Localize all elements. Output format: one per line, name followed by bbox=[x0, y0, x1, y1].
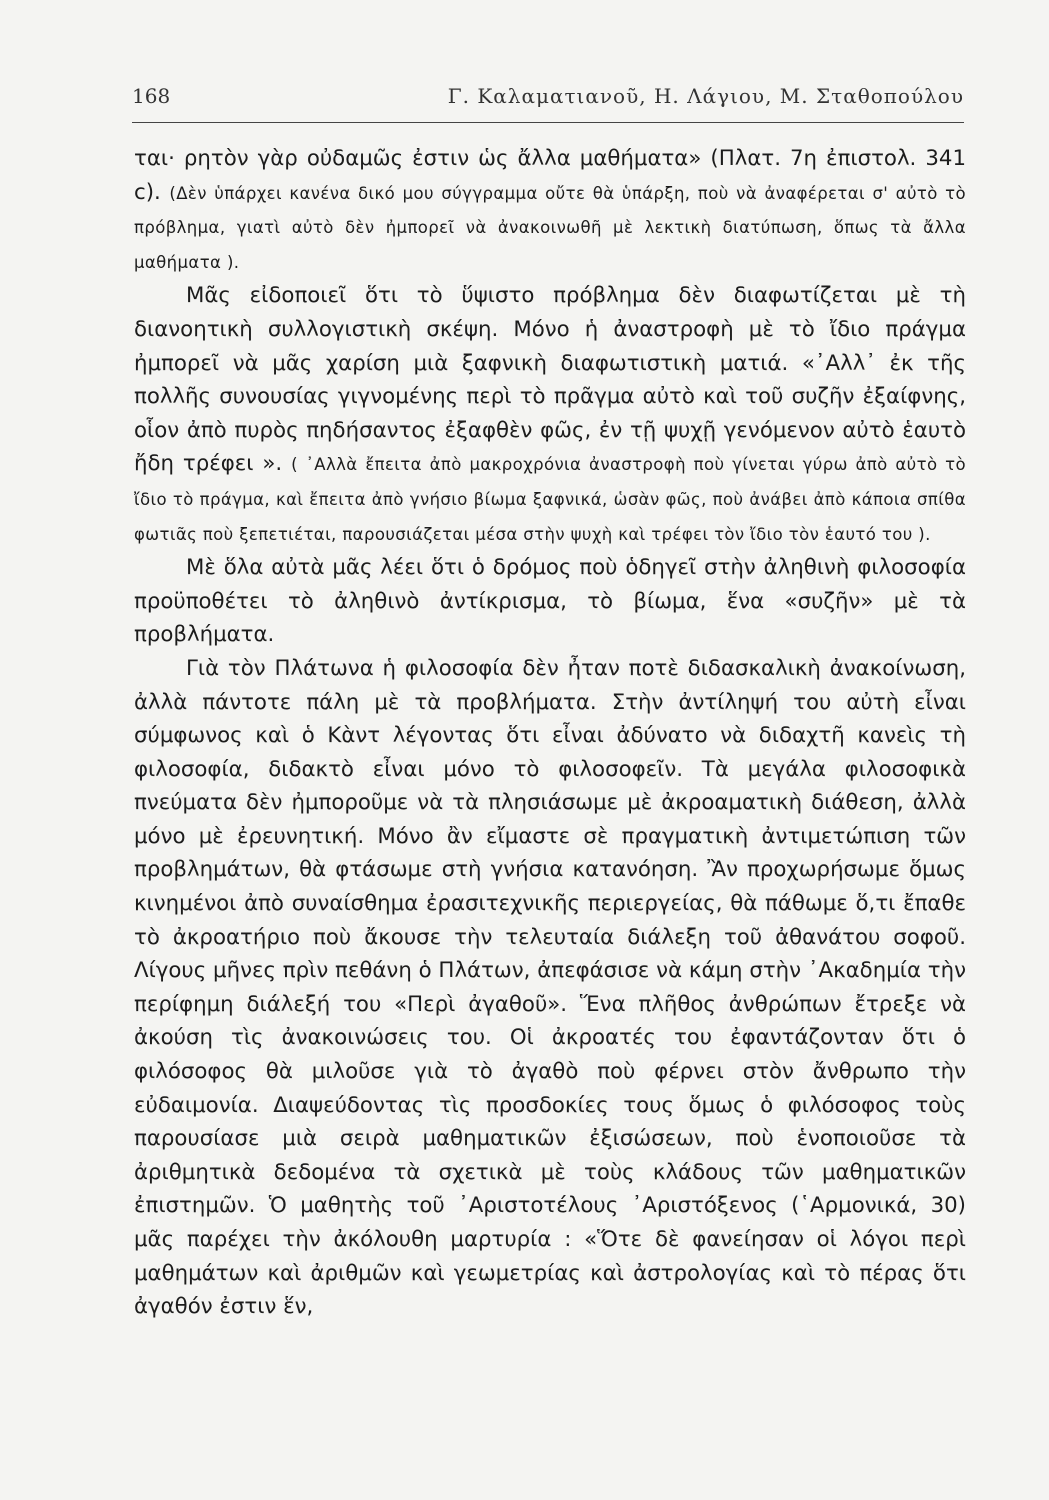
header-authors: Γ. Καλαματιανοῦ, Η. Λάγιου, Μ. Σταθοπούλου bbox=[447, 84, 964, 108]
paragraph-4 bbox=[134, 652, 966, 1324]
paragraph-1 bbox=[134, 142, 966, 279]
paragraph-2-text: Μᾶς εἰδοποιεῖ ὅτι τὸ ὕψιστο πρόβλημα δὲν διαφωτίζεται μὲ τὴ διανοητικὴ συλλογιστικὴ σκέψη. Μόνο ἡ ἀναστροφὴ μὲ τὸ ἴδιο πράγμα ἠμπορεῖ νὰ μᾶς χαρίση μιὰ ξαφνικὴ διαφωτιστικὴ ματιά. «᾿Αλλ᾿ ἐκ τῆς πολλῆς συνουσίας γιγνομένης περὶ τὸ πρᾶγμα αὐτὸ καὶ τοῦ συζῆν ἐξαίφνης, οἷον ἀπὸ πυρὸς πηδήσαντος ἐξαφθὲν φῶς, ἐν τῇ ψυχῇ γενόμενον αὐτὸ ἑαυτὸ ἤδη τρέφει ». bbox=[134, 283, 966, 477]
page-number: 168 bbox=[132, 84, 171, 108]
body-text bbox=[134, 142, 966, 1324]
paragraph-3-text: Μὲ ὅλα αὐτὰ μᾶς λέει ὅτι ὁ δρόμος ποὺ ὁδηγεῖ στὴν ἀληθινὴ φιλοσοφία προϋποθέτει τὸ ἀληθινὸ ἀντίκρισμα, τὸ βίωμα, ἕνα «συζῆν» μὲ τὰ προβλήματα. bbox=[134, 555, 966, 648]
header-rule bbox=[132, 122, 964, 123]
paragraph-1-translation: (Δὲν ὑπάρχει κανένα δικό μου σύγγραμμα οὔτε θὰ ὑπάρξη, ποὺ νὰ ἀναφέρεται σ' αὐτὸ τὸ πρόβλημα, γιατὶ αὐτὸ δὲν ἠμπορεῖ νὰ ἀνακοινωθῆ μὲ λεκτικὴ διατύπωση, ὅπως τὰ ἄλλα μαθήματα ). bbox=[134, 183, 966, 272]
paragraph-1-text: ται· ρητὸν γὰρ οὐδαμῶς ἐστιν ὡς ἄλλα μαθήματα» (Πλατ. 7η ἐπιστολ. 341 c). bbox=[134, 146, 966, 205]
paragraph-2-translation: ( ᾿Αλλὰ ἔπειτα ἀπὸ μακροχρόνια ἀναστροφὴ ποὺ γίνεται γύρω ἀπὸ αὐτὸ τὸ ἴδιο τὸ πράγμα, καὶ ἔπειτα ἀπὸ γνήσιο βίωμα ξαφνικά, ὡσὰν φῶς, ποὺ ἀνάβει ἀπὸ κάποια σπίθα φωτιᾶς ποὺ ξεπετιέται, παρουσιάζεται μέσα στὴν ψυχὴ καὶ τρέφει τὸν ἴδιο τὸν ἑαυτό του ). bbox=[134, 455, 967, 544]
paragraph-2 bbox=[134, 279, 966, 551]
paragraph-3 bbox=[134, 551, 966, 652]
paragraph-4-text: Γιὰ τὸν Πλάτωνα ἡ φιλοσοφία δὲν ἦταν ποτὲ διδασκαλικὴ ἀνακοίνωση, ἀλλὰ πάντοτε πάλη μὲ τὰ προβλήματα. Στὴν ἀντίληψή του αὐτὴ εἶναι σύμφωνος καὶ ὁ Κὰντ λέγοντας ὅτι εἶναι ἀδύνατο νὰ διδαχτῆ κανεὶς τὴ φιλοσοφία, διδακτὸ εἶναι μόνο τὸ φιλοσοφεῖν. Τὰ μεγάλα φιλοσοφικὰ πνεύματα δὲν ἠμποροῦμε νὰ τὰ πλησιάσωμε μὲ ἀκροαματικὴ διάθεση, ἀλλὰ μόνο μὲ ἐρευνητική. Μόνο ἂν εἴμαστε σὲ πραγματικὴ ἀντιμετώπιση τῶν προβλημάτων, θὰ φτάσωμε στὴ γνήσια κατανόηση. Ἂν προχωρήσωμε ὅμως κινημένοι ἀπὸ συναίσθημα ἐρασιτεχνικῆς περιεργείας, θὰ πάθωμε ὅ,τι ἔπαθε τὸ ἀκροατήριο ποὺ ἄκουσε τὴν τελευταία διάλεξη τοῦ ἀθανάτου σοφοῦ. Λίγους μῆνες πρὶν πεθάνη ὁ Πλάτων, ἀπεφάσισε νὰ κάμη στὴν ᾿Ακαδημία τὴν περίφημη διάλεξή του «Περὶ ἀγαθοῦ». Ἕνα πλῆθος ἀνθρώπων ἔτρεξε νὰ ἀκούση τὶς ἀνακοινώσεις του. Οἱ ἀκροατές του ἐφαντάζονταν ὅτι ὁ φιλόσοφος θὰ μιλοῦσε γιὰ τὸ ἀγαθὸ ποὺ φέρνει στὸν ἄνθρωπο τὴν εὐδαιμονία. Διαψεύδοντας τὶς προσδοκίες τους ὅμως ὁ φιλόσοφος τοὺς παρουσίασε μιὰ σειρὰ μαθηματικῶν ἐξισώσεων, ποὺ ἑνοποιοῦσε τὰ ἀριθμητικὰ δεδομένα τὰ σχετικὰ μὲ τοὺς κλάδους τῶν μαθηματικῶν ἐπιστημῶν. Ὁ μαθητὴς τοῦ ᾿Αριστοτέλους ᾿Αριστόξενος (῾Αρμονικά, 30) μᾶς παρέχει τὴν ἀκόλουθη μαρτυρία : «Ὅτε δὲ φανείησαν οἱ λόγοι περὶ μαθημάτων καὶ ἀριθμῶν καὶ γεωμετρίας καὶ ἀστρολογίας καὶ τὸ πέρας ὅτι ἀγαθόν ἐστιν ἕν, bbox=[134, 655, 966, 1320]
